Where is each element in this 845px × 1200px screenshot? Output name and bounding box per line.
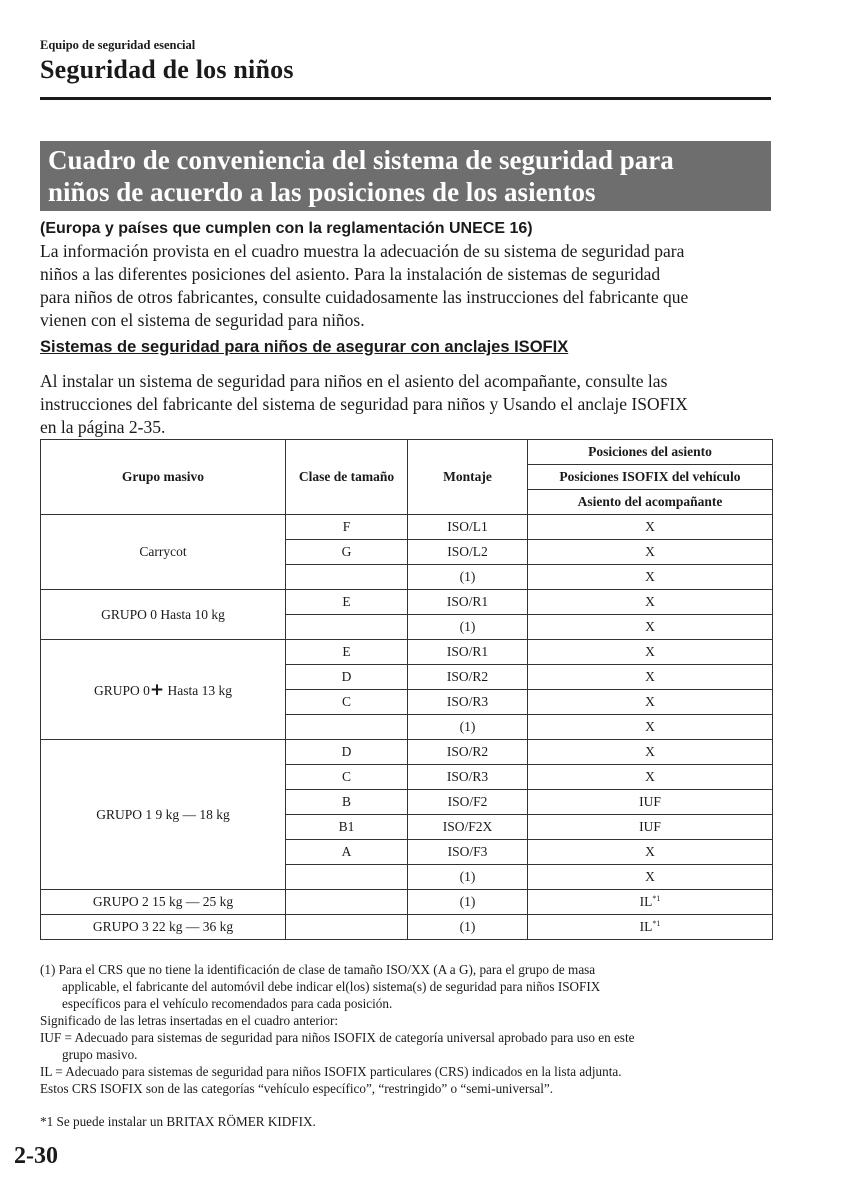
note-line: específicos para el vehículo recomendados para cada posición. (62, 996, 393, 1011)
region-note: (Europa y países que cumplen con la reglamentación UNECE 16) (40, 220, 533, 237)
header-size-class: Clase de tamaño (286, 440, 408, 515)
mount-cell: ISO/L2 (408, 540, 528, 565)
position-cell: X (528, 865, 773, 890)
group-cell: GRUPO 2 15 kg — 25 kg (41, 890, 286, 915)
title-rule (40, 97, 771, 100)
mount-cell: (1) (408, 915, 528, 940)
breadcrumb: Equipo de seguridad esencial (40, 38, 196, 52)
mount-cell: ISO/F2X (408, 815, 528, 840)
mount-cell: ISO/R3 (408, 765, 528, 790)
position-cell: X (528, 690, 773, 715)
position-cell: X (528, 715, 773, 740)
position-cell: IUF (528, 815, 773, 840)
note-line: (1) Para el CRS que no tiene la identificación de clase de tamaño ISO/XX (A a G), para el grupo de masa (40, 962, 596, 977)
footnote: *1 Se puede instalar un BRITAX RÖMER KIDFIX. (40, 1114, 316, 1129)
position-cell: IUF (528, 790, 773, 815)
position-cell (528, 915, 773, 940)
group-cell: GRUPO 1 9 kg — 18 kg (41, 740, 286, 890)
mount-cell: (1) (408, 615, 528, 640)
position-cell: X (528, 615, 773, 640)
header-group: Grupo masivo (41, 440, 286, 515)
size-cell: D (286, 740, 408, 765)
intro-paragraph (40, 217, 780, 332)
isofix-line: en la página 2-35. (40, 417, 166, 437)
table-row (41, 515, 773, 540)
mount-cell: ISO/R1 (408, 590, 528, 615)
note-line: IUF = Adecuado para sistemas de seguridad para niños ISOFIX de categoría universal aprobado para uso en este (40, 1030, 635, 1045)
plus-symbol: + (149, 679, 165, 700)
size-cell (286, 615, 408, 640)
size-cell (286, 715, 408, 740)
position-value: IL (639, 919, 653, 934)
position-cell: X (528, 515, 773, 540)
isofix-heading: Sistemas de seguridad para niños de asegurar con anclajes ISOFIX (40, 338, 569, 356)
size-cell: C (286, 765, 408, 790)
intro-line: vienen con el sistema de seguridad para niños. (40, 310, 365, 330)
header-seat-positions: Posiciones del asiento (528, 440, 773, 465)
isofix-line: instrucciones del fabricante del sistema de seguridad para niños y Usando el anclaje ISOFIX (40, 394, 688, 414)
size-cell (286, 890, 408, 915)
mount-cell: ISO/F3 (408, 840, 528, 865)
table-row (41, 890, 773, 915)
size-cell (286, 865, 408, 890)
intro-line: para niños de otros fabricantes, consulte cuidadosamente las instrucciones del fabricante que (40, 287, 689, 307)
table-row (41, 740, 773, 765)
group-cell (41, 640, 286, 740)
position-cell: X (528, 740, 773, 765)
group-cell: GRUPO 0 Hasta 10 kg (41, 590, 286, 640)
size-cell (286, 565, 408, 590)
mount-cell: ISO/R2 (408, 740, 528, 765)
page-number: 2-30 (14, 1143, 58, 1169)
position-cell: X (528, 765, 773, 790)
header-isofix-positions: Posiciones ISOFIX del vehículo (528, 465, 773, 490)
footnote-marker: *1 (652, 919, 661, 928)
mount-cell: (1) (408, 565, 528, 590)
group-cell: GRUPO 3 22 kg — 36 kg (41, 915, 286, 940)
position-cell (528, 890, 773, 915)
mount-cell: ISO/L1 (408, 515, 528, 540)
mount-cell: ISO/R3 (408, 690, 528, 715)
group-label: GRUPO 0 (93, 682, 150, 698)
mount-cell: (1) (408, 890, 528, 915)
note-line: Significado de las letras insertadas en el cuadro anterior: (40, 1013, 339, 1028)
size-cell: G (286, 540, 408, 565)
size-cell: E (286, 640, 408, 665)
table-row (41, 590, 773, 615)
note-line: applicable, el fabricante del automóvil debe indicar el(los) sistema(s) de seguridad para niños ISOFIX (62, 979, 601, 994)
table-row (41, 915, 773, 940)
intro-line: La información provista en el cuadro muestra la adecuación de su sistema de seguridad para (40, 241, 685, 261)
size-cell (286, 915, 408, 940)
section-banner (40, 141, 771, 211)
position-cell: X (528, 665, 773, 690)
page-title: Seguridad de los niños (40, 55, 294, 84)
position-cell: X (528, 540, 773, 565)
group-label-weight: Hasta 13 kg (164, 682, 232, 698)
suitability-table (40, 439, 773, 940)
note-line: Estos CRS ISOFIX son de las categorías “vehículo específico”, “restringido” o “semi-universal”. (40, 1081, 554, 1096)
position-cell: X (528, 640, 773, 665)
size-cell: C (286, 690, 408, 715)
banner-line-2: niños de acuerdo a las posiciones de los asientos (48, 177, 596, 207)
size-cell: F (286, 515, 408, 540)
size-cell: B1 (286, 815, 408, 840)
table-row (41, 640, 773, 665)
table-notes (40, 961, 780, 1097)
position-value: IL (639, 894, 653, 909)
mount-cell: ISO/R2 (408, 665, 528, 690)
position-cell: X (528, 590, 773, 615)
mount-cell: (1) (408, 865, 528, 890)
mount-cell: ISO/F2 (408, 790, 528, 815)
mount-cell: (1) (408, 715, 528, 740)
size-cell: B (286, 790, 408, 815)
size-cell: D (286, 665, 408, 690)
footnote-marker: *1 (652, 894, 661, 903)
intro-line: niños a las diferentes posiciones del asiento. Para la instalación de sistemas de seguridad (40, 264, 661, 284)
isofix-paragraph (40, 370, 780, 439)
note-line: IL = Adecuado para sistemas de seguridad para niños ISOFIX particulares (CRS) indicados en la lista adjunta. (40, 1064, 622, 1079)
header-passenger-seat: Asiento del acompañante (528, 490, 773, 515)
group-cell: Carrycot (41, 515, 286, 590)
banner-line-1: Cuadro de conveniencia del sistema de seguridad para (48, 145, 674, 175)
size-cell: E (286, 590, 408, 615)
note-line: grupo masivo. (62, 1047, 138, 1062)
position-cell: X (528, 565, 773, 590)
isofix-line: Al instalar un sistema de seguridad para niños en el asiento del acompañante, consulte las (40, 371, 668, 391)
position-cell: X (528, 840, 773, 865)
size-cell: A (286, 840, 408, 865)
header-mounting: Montaje (408, 440, 528, 515)
mount-cell: ISO/R1 (408, 640, 528, 665)
